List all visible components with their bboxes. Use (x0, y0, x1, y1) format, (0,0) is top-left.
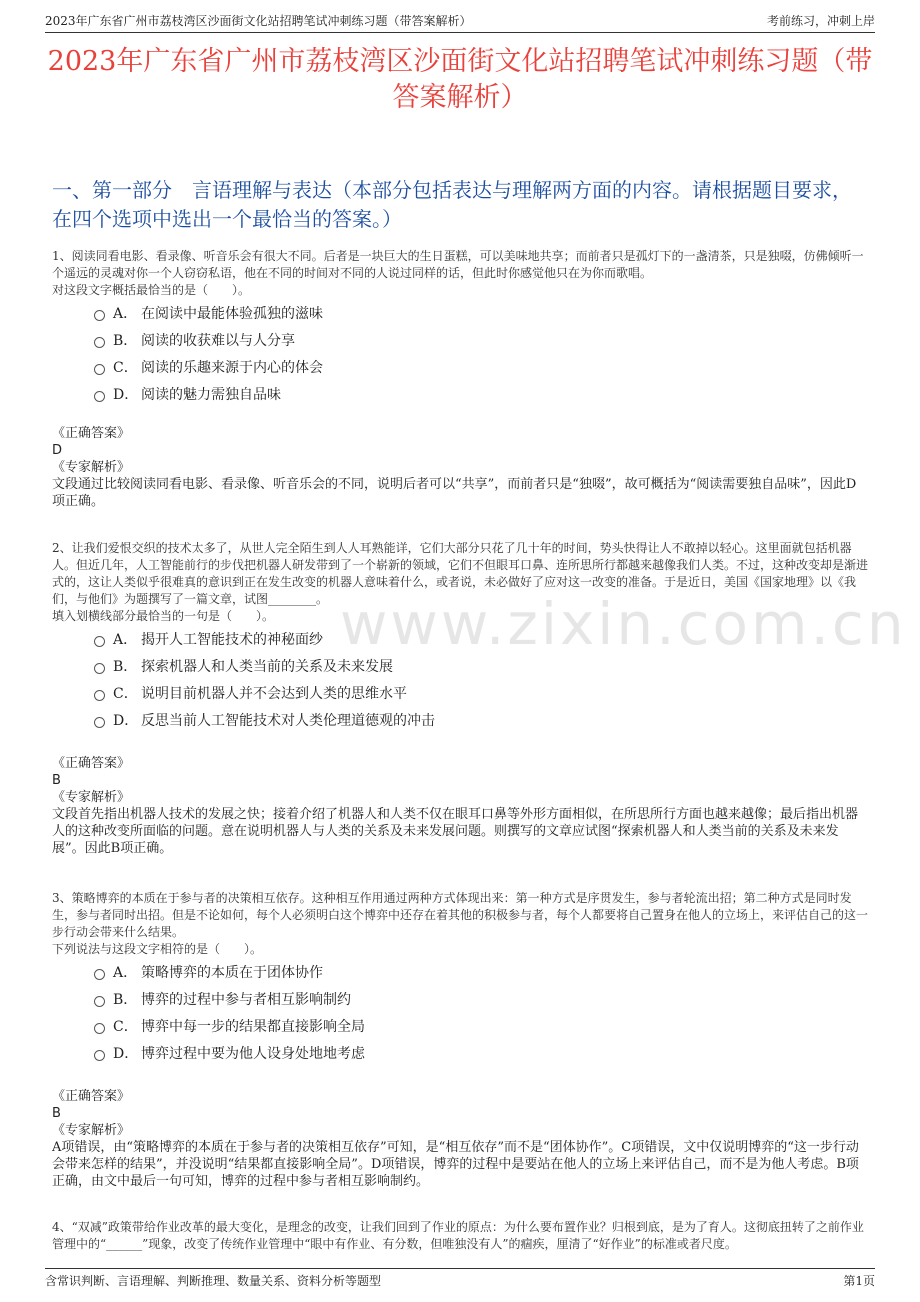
option-c[interactable] (94, 353, 868, 380)
option-letter: A． (113, 631, 138, 648)
footer-topics: 含常识判断、言语理解、判断推理、数量关系、资料分析等题型 (45, 1273, 382, 1288)
explanation-label: 《专家解析》 (52, 1123, 131, 1138)
question-3 (52, 890, 868, 1190)
option-text: 阅读的魅力需独自品味 (141, 386, 281, 403)
option-letter: D． (113, 712, 139, 729)
option-d[interactable] (94, 706, 868, 733)
option-letter: B． (113, 332, 138, 349)
option-text: 揭开人工智能技术的神秘面纱 (141, 631, 323, 648)
question-prompt: 下列说法与这段文字相符的是（ ）。 (52, 942, 263, 956)
header-doc-title: 2023年广东省广州市荔枝湾区沙面街文化站招聘笔试冲刺练习题（带答案解析） (45, 14, 472, 28)
option-text: 博弈中每一步的结果都直接影响全局 (141, 1018, 365, 1035)
question-prompt: 填入划横线部分最恰当的一句是（ ）。 (52, 609, 275, 623)
answer-value: B (52, 773, 61, 788)
radio-icon[interactable] (94, 310, 105, 321)
options-list (52, 625, 868, 733)
explanation-text: 文段通过比较阅读同看电影、看录像、听音乐会的不同，说明后者可以“共享”，而前者只是“独啜”，故可概括为“阅读需要独自品味”，因此D项正确。 (52, 477, 857, 509)
option-text: 在阅读中最能体验孤独的滋味 (141, 305, 323, 322)
watermark: www.zixin.com.cn (340, 590, 907, 658)
option-letter: A． (113, 305, 138, 322)
radio-icon[interactable] (94, 690, 105, 701)
option-b[interactable] (94, 652, 868, 679)
option-text: 说明目前机器人并不会达到人类的思维水平 (141, 685, 407, 702)
question-prompt: 对这段文字概括最恰当的是（ ）。 (52, 283, 251, 297)
option-text: 博弈过程中要为他人设身处地地考虑 (141, 1045, 365, 1062)
option-letter: C． (113, 685, 138, 702)
radio-icon[interactable] (94, 717, 105, 728)
option-b[interactable] (94, 326, 868, 353)
explanation-text: 文段首先指出机器人技术的发展之快；接着介绍了机器人和人类不仅在眼耳口鼻等外形方面相似，在所思所行方面也越来越像；最后指出机器人的这种改变所面临的问题。意在说明机器人与人类的关系及未来发展问题。则撰写的文章应试图“探索机器人和人类当前的关系及未来发展”。因此B项正确。 (52, 807, 859, 856)
options-list (52, 299, 868, 407)
question-stem: 4、“双减”政策带给作业改革的最大变化，是理念的改变，让我们回到了作业的原点：为什么要布置作业？归根到底，是为了育人。这彻底扭转了之前作业管理中的“______”现象，改变了传统作业管理中“眼中有作业、有分数，但唯独没有人”的痼疾，厘清了“好作业”的标准或者尺度。 (52, 1220, 864, 1251)
radio-icon[interactable] (94, 1023, 105, 1034)
answer-value: B (52, 1106, 61, 1121)
question-2 (52, 540, 868, 857)
option-d[interactable] (94, 1039, 868, 1066)
radio-icon[interactable] (94, 364, 105, 375)
section-heading: 一、第一部分 言语理解与表达（本部分包括表达与理解两方面的内容。请根据题目要求，在四个选项中选出一个最恰当的答案。） (52, 178, 852, 231)
radio-icon[interactable] (94, 337, 105, 348)
explanation-label: 《专家解析》 (52, 460, 131, 475)
option-a[interactable] (94, 299, 868, 326)
option-letter: C． (113, 359, 138, 376)
document-title: 2023年广东省广州市荔枝湾区沙面街文化站招聘笔试冲刺练习题（带答案解析） (47, 46, 873, 113)
option-c[interactable] (94, 679, 868, 706)
option-text: 阅读的乐趣来源于内心的体会 (141, 359, 323, 376)
page-number: 第1页 (843, 1273, 875, 1288)
question-stem: 1、阅读同看电影、看录像、听音乐会有很大不同。后者是一块巨大的生日蛋糕，可以美味地共享；而前者只是孤灯下的一盏清茶，只是独啜，仿佛倾听一个遥远的灵魂对你一个人窃窃私语，他在不同的时间对不同的人说过同样的话，但此时你感觉他只在为你而歌唱。 (52, 249, 864, 280)
explanation-label: 《专家解析》 (52, 790, 131, 805)
option-d[interactable] (94, 380, 868, 407)
option-text: 反思当前人工智能技术对人类伦理道德观的冲击 (141, 712, 435, 729)
page-footer (45, 1268, 875, 1291)
question-1 (52, 248, 868, 510)
option-letter: D． (113, 1045, 139, 1062)
option-letter: A． (113, 964, 138, 981)
answer-label: 《正确答案》 (52, 426, 131, 441)
answer-label: 《正确答案》 (52, 756, 131, 771)
option-a[interactable] (94, 958, 868, 985)
page-header (45, 12, 875, 33)
options-list (52, 958, 868, 1066)
answer-value: D (52, 443, 63, 458)
radio-icon[interactable] (94, 969, 105, 980)
option-text: 博弈的过程中参与者相互影响制约 (141, 991, 351, 1008)
radio-icon[interactable] (94, 996, 105, 1007)
radio-icon[interactable] (94, 636, 105, 647)
option-a[interactable] (94, 625, 868, 652)
option-text: 阅读的收获难以与人分享 (141, 332, 295, 349)
option-text: 策略博弈的本质在于团体协作 (141, 964, 323, 981)
question-4 (52, 1219, 868, 1253)
answer-label: 《正确答案》 (52, 1089, 131, 1104)
option-text: 探索机器人和人类当前的关系及未来发展 (141, 658, 393, 675)
question-stem: 2、让我们爱恨交织的技术太多了，从世人完全陌生到人人耳熟能详，它们大部分只花了几十年的时间，势头快得让人不敢掉以轻心。这里面就包括机器人。但近几年，人工智能前行的步伐把机器人研发带到了一个崭新的领域，它们不但眼耳口鼻、连所思所行都越来越像我们人类。不过，这种改变却是渐进式的，这让人类似乎很难真的意识到正在发生改变的机器人意味着什么，或者说，未必做好了应对这一改变的准备。于是近日，美国《国家地理》以《我们，与他们》为题撰写了一篇文章，试图________。 (52, 541, 869, 606)
option-letter: D． (113, 386, 139, 403)
explanation-text: A项错误，由“策略博弈的本质在于参与者的决策相互依存”可知，是“相互依存”而不是“团体协作”。C项错误，文中仅说明博弈的“这一步行动会带来怎样的结果”，并没说明“结果都直接影响全局”。D项错误，博弈的过程中是要站在他人的立场上来评估自己，而不是为他人考虑。B项正确，由文中最后一句可知，博弈的过程中参与者相互影响制约。 (52, 1140, 859, 1189)
radio-icon[interactable] (94, 1050, 105, 1061)
option-letter: C． (113, 1018, 138, 1035)
option-c[interactable] (94, 1012, 868, 1039)
question-stem: 3、策略博弈的本质在于参与者的决策相互依存。这种相互作用通过两种方式体现出来：第一种方式是序贯发生，参与者轮流出招；第二种方式是同时发生，参与者同时出招。但是不论如何，每个人必须明白这个博弈中还存在着其他的积极参与者，每个人都要将自己置身在他人的立场上，来评估自己的这一步行动会带来什么结果。 (52, 891, 869, 939)
option-letter: B． (113, 991, 138, 1008)
radio-icon[interactable] (94, 663, 105, 674)
header-slogan: 考前练习，冲刺上岸 (766, 14, 875, 28)
radio-icon[interactable] (94, 391, 105, 402)
option-letter: B． (113, 658, 138, 675)
option-b[interactable] (94, 985, 868, 1012)
